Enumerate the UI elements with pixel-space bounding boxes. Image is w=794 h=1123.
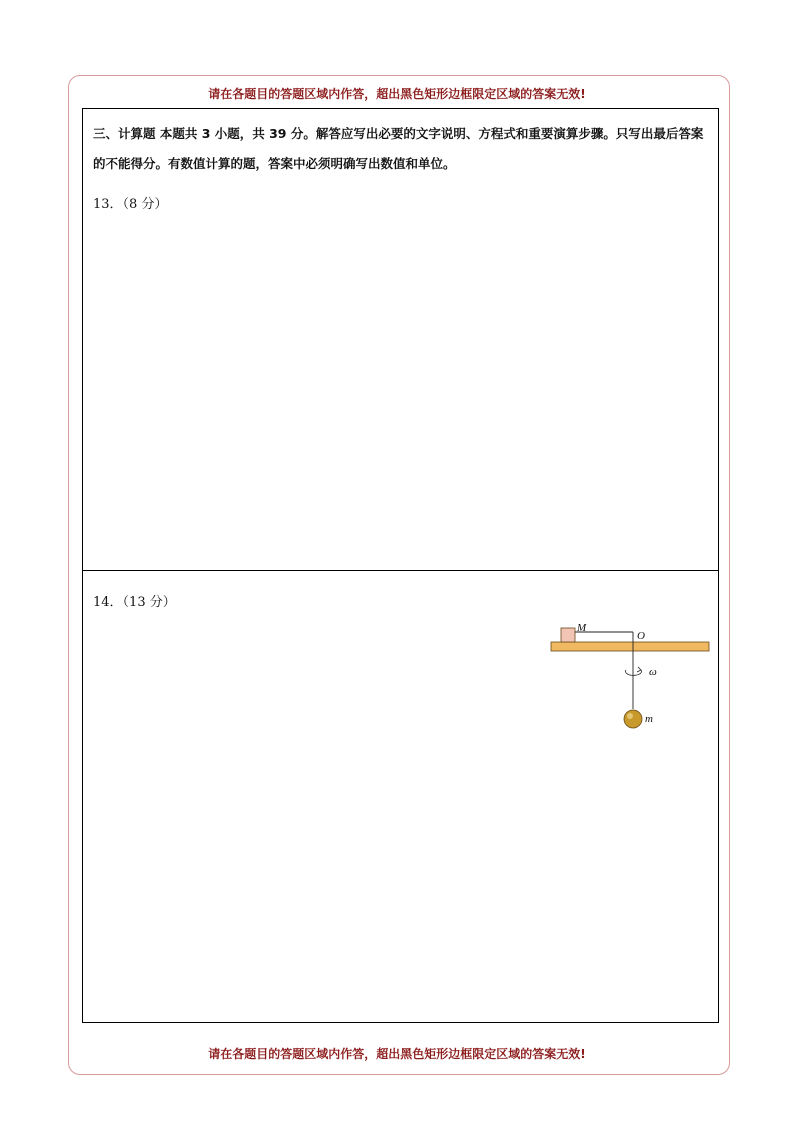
section-instructions: 三、计算题 本题共 3 小题，共 39 分。解答应写出必要的文字说明、方程式和重要演算步骤。只写出最后答案的不能得分。有数值计算的题，答案中必须明确写出数值和单位。 <box>93 126 704 171</box>
label-m: m <box>645 713 653 725</box>
question-13-answer-box[interactable] <box>82 108 719 571</box>
question-14-answer-box[interactable] <box>82 570 719 1023</box>
label-omega: ω <box>649 666 657 678</box>
bottom-warning: 请在各题目的答题区域内作答，超出黑色矩形边框限定区域的答案无效! <box>208 1047 586 1061</box>
block-M <box>561 628 575 642</box>
label-M: M <box>577 622 587 634</box>
question-13-label: 13．（8 分） <box>93 197 168 212</box>
rotating-table-diagram <box>549 619 714 739</box>
ball-m <box>624 710 642 728</box>
question-14-label: 14．（13 分） <box>93 595 176 610</box>
top-warning: 请在各题目的答题区域内作答，超出黑色矩形边框限定区域的答案无效! <box>208 87 586 101</box>
table-plank <box>551 642 709 651</box>
label-O: O <box>637 630 645 642</box>
